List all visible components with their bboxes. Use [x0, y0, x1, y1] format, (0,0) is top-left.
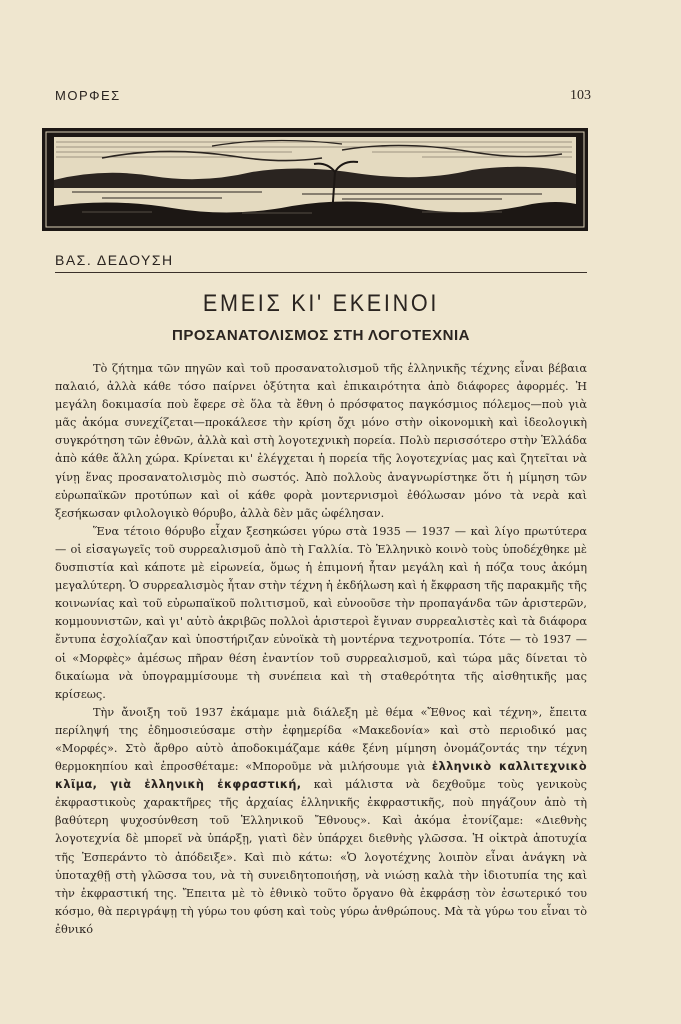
page-number: 103 — [570, 88, 591, 103]
article-body — [55, 360, 587, 939]
landscape-woodcut-icon — [42, 128, 588, 231]
author-name: ΒΑΣ. ΔΕΔΟΥΣΗ — [55, 252, 174, 268]
paragraph-3-before: Τὴν ἄνοιξη τοῦ 1937 ἐκάμαμε μιὰ διάλεξη μὲ θέμα «Ἔθνος καὶ τέχνη», ἔπειτα περίληψή της ἐδημοσιεύσαμε στὴν ἐφημερίδα «Μακεδονία» καὶ στὸ περιοδικό μας «Μορφές». Στὸ ἄρθρο αὐτὸ ἀποδοκιμάζαμε κάθε ξένη μίμηση ὀνομάζοντάς την τέχνη θερμοκηπίου καὶ ἐπροσθέταμε: «Μποροῦμε νὰ μιλήσουμε γιὰ — [55, 705, 587, 774]
article-title: ΕΜΕΙΣ ΚΙ' ΕΚΕΙΝΟΙ — [202, 290, 440, 317]
article-subtitle: ΠΡΟΣΑΝΑΤΟΛΙΣΜΟΣ ΣΤΗ ΛΟΓΟΤΕΧΝΙΑ — [172, 327, 470, 344]
paragraph-3-after: καὶ μάλιστα νὰ δεχθοῦμε τοὺς γενικοὺς ἐκφραστικοὺς χαρακτῆρες τῆς ἀρχαίας ἑλληνικῆς ἐκφραστικῆς, ποὺ πηγάζουν ἀπὸ τὴ βαθύτερη ψυχοσύνθεση τοῦ Ἑλληνικοῦ Ἔθνους». Καὶ ἀκόμα ἐτονίζαμε: «Διεθνὴς λογοτεχνία δὲ μπορεῖ νὰ ὑπάρξῃ, γιατὶ δὲν ὑπάρχει διεθνὴς γλῶσσα. Ἡ οἰκτρὰ ἀποτυχία τῆς Ἐσπεράντο τὸ ἀπόδειξε». Καὶ πιὸ κάτω: «Ὁ λογοτέχνης λοιπὸν εἶναι ἀνάγκη νὰ ὑποταχθῇ στὴ γλῶσσα του, νὰ τὴ συνειδητοποιήσῃ, νὰ νιώσῃ καλὰ τὴν ἰδιοτυπία της καὶ τὴν ἐκφραστική της. Ἔπειτα μὲ τὸ ἐθνικὸ τοῦτο ὄργανο θὰ ἐκφράσῃ τὸν ἐσωτερικό του κόσμο, θὰ περιγράψῃ τὴ γύρω του φύση καὶ τοὺς γύρω ἀνθρώπους. Μὰ τὰ γύρω του εἶναι τὸ ἐθνικό — [55, 778, 587, 936]
paragraph-2: Ἕνα τέτοιο θόρυβο εἶχαν ξεσηκώσει γύρω στὰ 1935 — 1937 — καὶ λίγο πρωτύτερα — οἱ εἰσαγωγεῖς τοῦ συρρεαλισμοῦ ἀπὸ τὴ Γαλλία. Τὸ Ἑλληνικὸ κοινὸ τοὺς ὑποδέχθηκε μὲ δυσπιστία καὶ κάποτε μὲ εἰρωνεία, ὅμως ἡ ἐπιμονή ἦταν μεγάλη καὶ ἡ πόζα τους ἀκόμη μεγαλύτερη. Ὁ συρρεαλισμὸς ἦταν στὴν τέχνη ἡ ἐκδήλωση καὶ ἡ ἔκφραση τῆς παρακμῆς τῆς κοινωνίας καὶ τοῦ εὐρωπαϊκοῦ πολιτισμοῦ, καὶ εὐνοοῦσε τὴν προπαγάνδα τῶν ἀριστερῶν, κομμουνιστῶν, καὶ γι' αὐτὸ ἀκριβῶς πολλοὶ ἀριστεροὶ ἔγιναν συρρεαλιστὲς καὶ τὰ διάφορα ἔντυπα ἐσχολίαζαν καὶ ὑποστήριζαν εὐνοϊκὰ τὴ μοντέρνα τεχνοτροπία. Τότε — τὸ 1937 — οἱ «Μορφὲς» ἀμέσως πῆραν θέση ἐναντίον τοῦ συρρεαλισμοῦ, καὶ τώρα μᾶς δίνεται τὸ δικαίωμα νὰ ὑπογραμμίσουμε τὴ συνέπεια καὶ τὴ σταθερότητα τῆς αἰσθητικῆς μας κρίσεως. — [55, 524, 587, 701]
paragraph-3-emphasis: ἑλληνικὸ καλλιτεχνικὸ κλῖμα, γιὰ ἑλληνικὴ ἐκφραστική, — [55, 760, 587, 792]
author-rule — [55, 272, 587, 273]
paragraph-3 — [55, 704, 587, 939]
running-head: ΜΟΡΦΕΣ — [55, 88, 121, 103]
paragraph-1: Τὸ ζήτημα τῶν πηγῶν καὶ τοῦ προσανατολισμοῦ τῆς ἑλληνικῆς τέχνης εἶναι βέβαια παλαιό, ἀλλὰ κάθε τόσο παίρνει ὀξύτητα καὶ ἐπικαιρότητα ἀπὸ διάφορες ἀφορμές. Ἡ μεγάλη δοκιμασία ποὺ ἔφερε σὲ ὅλα τὰ ἔθνη ὁ πρόσφατος παγκόσμιος πόλεμος—ποὺ γιὰ μᾶς ἀκόμα συνεχίζεται—προκάλεσε τὴν κρίση ὄχι μόνο στὴν οἰκονομικὴ καὶ ἰδεολογικὴ συγκρότηση τῶν ἐθνῶν, ἀλλὰ καὶ στὴ λογοτεχνικὴ πορεία. Πολὺ περισσότερο στὴν Ἑλλάδα ἀπὸ κάθε ἄλλη χώρα. Κρίνεται κι' ἐλέγχεται ἡ πορεία τῆς λογοτεχνίας μας καὶ ζητεῖται νὰ γίνῃ ἕνας προσανατολισμὸς πιὸ σωστός. Ἀπὸ πολλοὺς ἀναγνωρίστηκε ὅτι ἡ μίμηση τῶν εὐρωπαϊκῶν προτύπων καὶ οἱ κάθε φορὰ μοντερνισμοὶ ἐθόλωσαν μόνο τὰ νερὰ καὶ ξεσήκωσαν φιλολογικὸ θόρυβο, ἀλλὰ δὲν μᾶς ὠφέλησαν. — [55, 362, 587, 520]
